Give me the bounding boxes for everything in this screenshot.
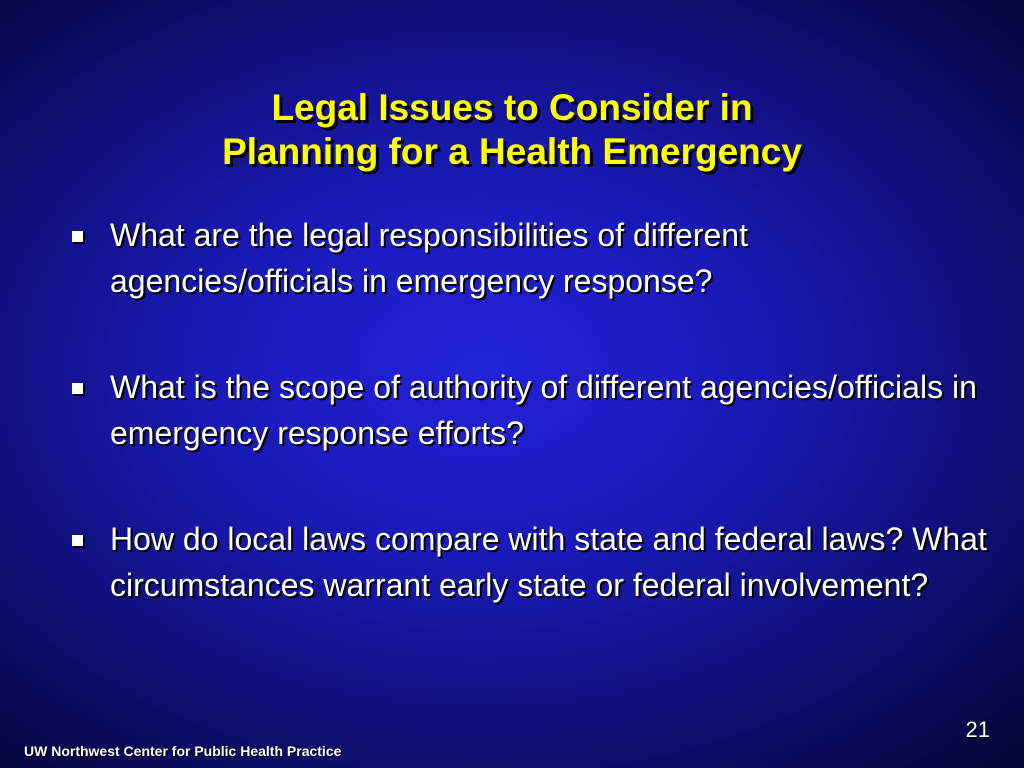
slide-title (0, 86, 1024, 174)
bullet-item-scope-of-authority (70, 364, 990, 456)
bullet-text: What are the legal responsibilities of different agencies/officials in emergency response? (110, 217, 748, 299)
square-bullet-icon (72, 383, 83, 394)
bullet-list (70, 212, 990, 608)
bullet-text: What is the scope of authority of different agencies/officials in emergency response efforts? (110, 369, 977, 451)
page-number: 21 (965, 717, 990, 742)
footer-organization: UW Northwest Center for Public Health Practice (24, 743, 342, 759)
bullet-item-responsibilities (70, 212, 990, 304)
bullet-item-local-vs-state-laws (70, 516, 990, 608)
square-bullet-icon (72, 535, 83, 546)
slide-title-line-1: Legal Issues to Consider in (271, 87, 753, 128)
square-bullet-icon (72, 231, 83, 242)
slide-title-line-2: Planning for a Health Emergency (222, 131, 802, 172)
bullet-text: How do local laws compare with state and federal laws? What circumstances warrant early state or federal involvement? (110, 521, 987, 603)
